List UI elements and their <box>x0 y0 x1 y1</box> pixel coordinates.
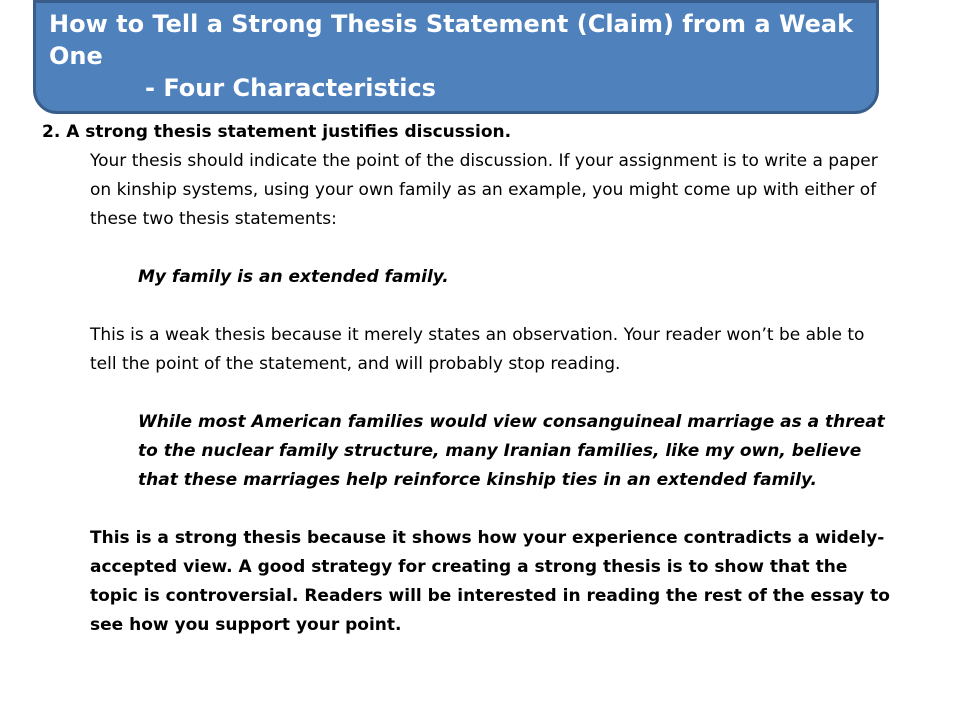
weak-thesis-explanation: This is a weak thesis because it merely states an observation. Your reader won’t be able to tell the point of the statement, and will probably stop reading. <box>90 325 865 374</box>
slide-subtitle: - Four Characteristics <box>145 74 436 102</box>
spacer <box>42 495 892 524</box>
weak-thesis-example: My family is an extended family. <box>138 267 449 287</box>
spacer <box>42 379 892 408</box>
intro-paragraph: Your thesis should indicate the point of the discussion. If your assignment is to write a paper on kinship systems, using your own family as an example, you might come up with either of these two thesis statements: <box>90 151 878 229</box>
strong-thesis-example: While most American families would view consanguineal marriage as a threat to the nuclear family structure, many Iranian families, like my own, believe that these marriages help reinforce kinship ties in an extended family. <box>138 412 885 490</box>
slide-body <box>42 118 892 640</box>
section-heading: 2. A strong thesis statement justifies discussion. <box>42 122 512 142</box>
spacer <box>42 292 892 321</box>
spacer <box>42 234 892 263</box>
slide-title: How to Tell a Strong Thesis Statement (Claim) from a Weak One <box>49 10 854 70</box>
title-banner <box>33 0 879 114</box>
strong-thesis-explanation: This is a strong thesis because it shows how your experience contradicts a widely-accepted view. A good strategy for creating a strong thesis is to show that the topic is controversial. Readers will be interested in reading the rest of the essay to see how you support your point. <box>90 528 890 635</box>
